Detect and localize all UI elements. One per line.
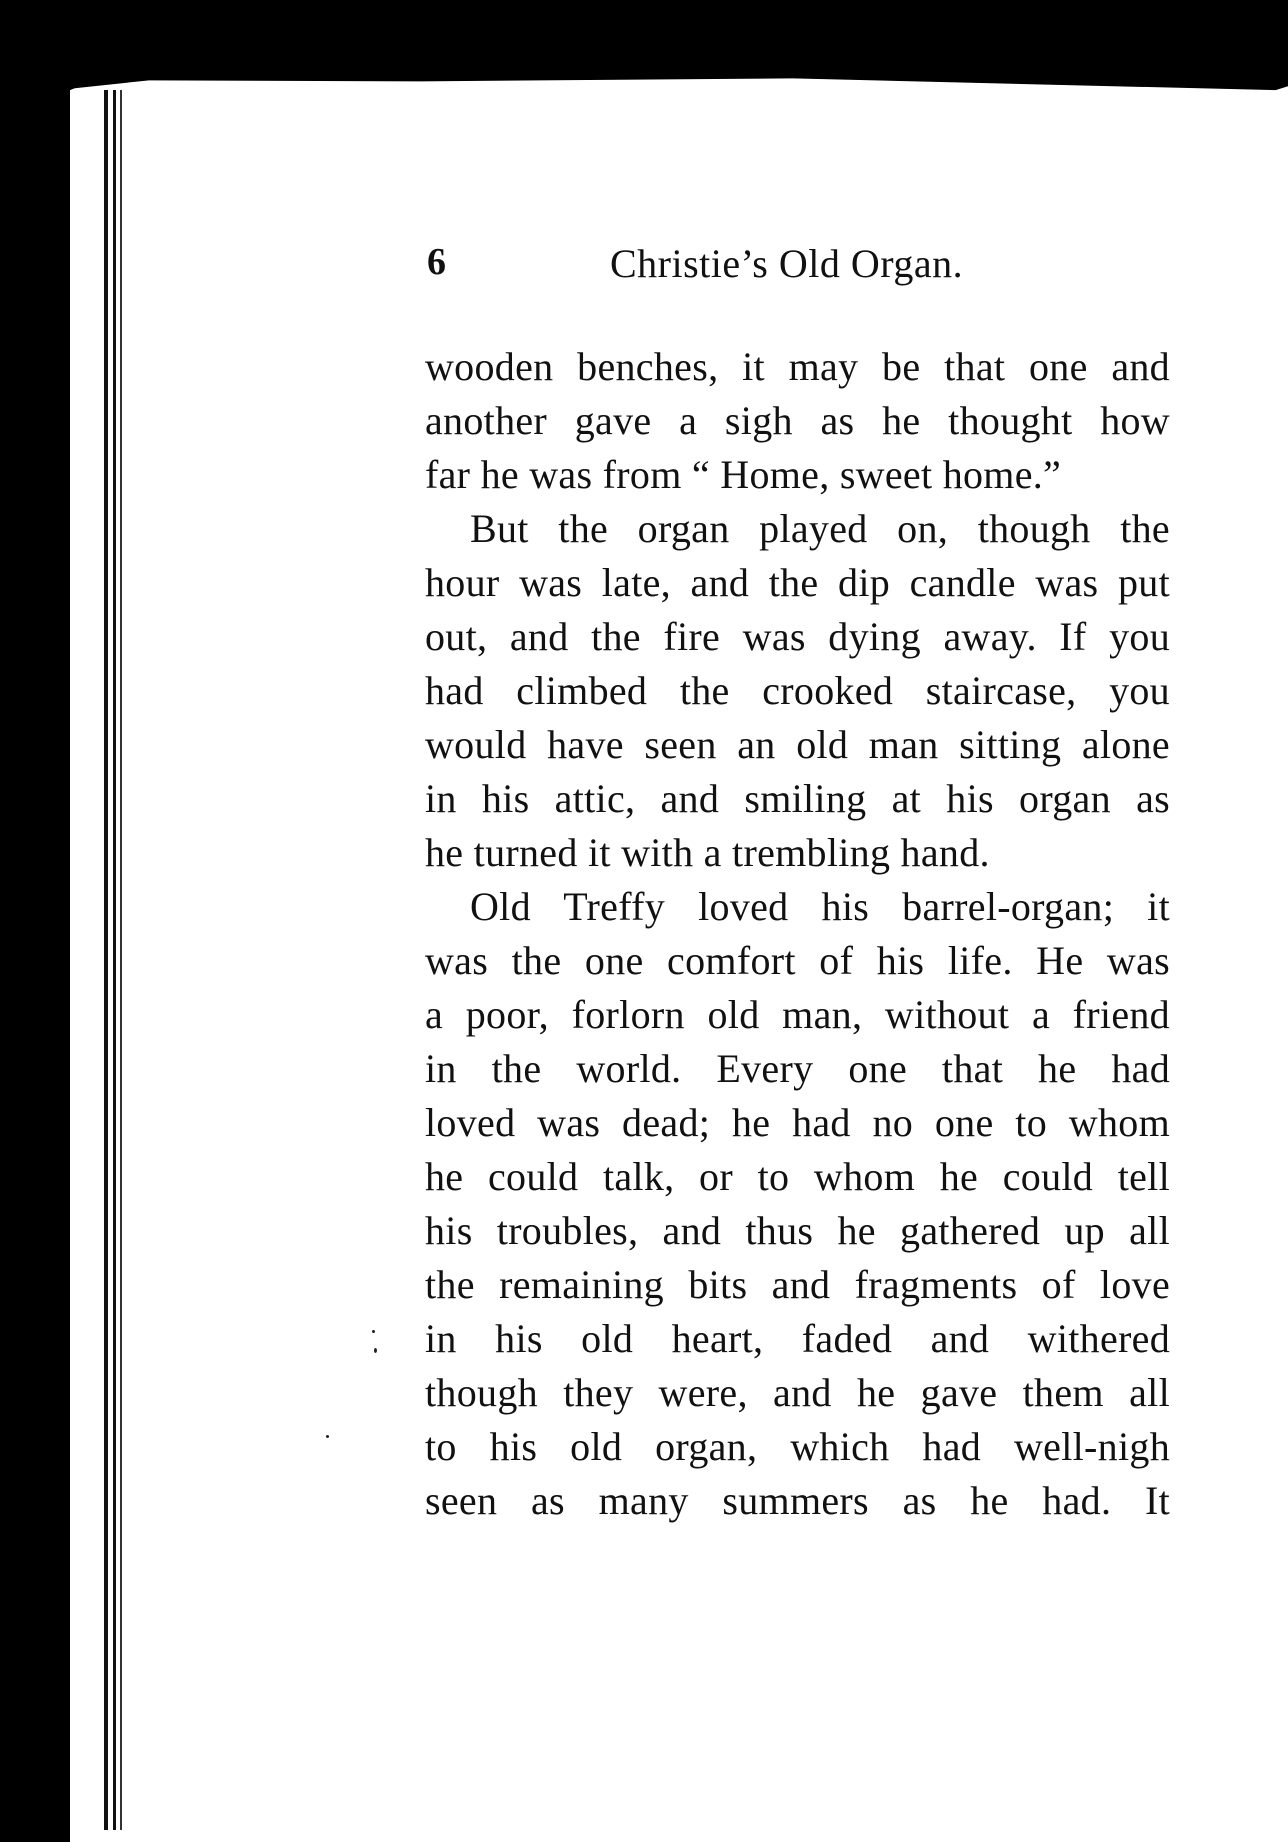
- gutter-line: [104, 90, 108, 1830]
- paragraph: [425, 340, 1170, 502]
- paragraph: [425, 502, 1170, 880]
- text-line: was the one comfort of his life. He was: [425, 938, 1170, 983]
- text-line: wooden benches, it may be that one and: [425, 344, 1170, 389]
- text-line: in his attic, and smiling at his organ as: [425, 776, 1170, 821]
- text-line: the remaining bits and fragments of love: [425, 1262, 1170, 1307]
- scan-speck: [326, 1435, 329, 1438]
- text-line: a poor, forlorn old man, without a friend: [425, 992, 1170, 1037]
- text-line: he turned it with a trembling hand.: [425, 830, 990, 875]
- text-line: would have seen an old man sitting alone: [425, 722, 1170, 767]
- book-title: Christie’s Old Organ.: [610, 241, 964, 286]
- scan-left-edge: [0, 0, 70, 1842]
- text-line: in his old heart, faded and withered: [425, 1316, 1170, 1361]
- text-line: another gave a sigh as he thought how: [425, 398, 1170, 443]
- text-line: to his old organ, which had well-nigh: [425, 1424, 1170, 1469]
- text-line: But the organ played on, though the: [470, 506, 1170, 551]
- text-line: in the world. Every one that he had: [425, 1046, 1170, 1091]
- text-line: loved was dead; he had no one to whom: [425, 1100, 1170, 1145]
- paragraph: [425, 880, 1170, 1528]
- text-line: hour was late, and the dip candle was put: [425, 560, 1170, 605]
- page-number: 6: [427, 241, 446, 283]
- text-line: he could talk, or to whom he could tell: [425, 1154, 1170, 1199]
- gutter-line: [113, 90, 116, 1830]
- text-line: Old Treffy loved his barrel-organ; it: [470, 884, 1170, 929]
- text-line: though they were, and he gave them all: [425, 1370, 1170, 1415]
- running-head: [425, 240, 1170, 300]
- scan-speck: [374, 1348, 377, 1353]
- book-page: [425, 240, 1170, 1528]
- text-line: out, and the fire was dying away. If you: [425, 614, 1170, 659]
- gutter-line: [120, 90, 122, 1830]
- text-line: seen as many summers as he had. It: [425, 1478, 1170, 1523]
- scan-top-edge: [50, 0, 1288, 98]
- text-line: far he was from “ Home, sweet home.”: [425, 452, 1062, 497]
- text-line: had climbed the crooked staircase, you: [425, 668, 1170, 713]
- scan-speck: [372, 1330, 375, 1333]
- text-line: his troubles, and thus he gathered up all: [425, 1208, 1170, 1253]
